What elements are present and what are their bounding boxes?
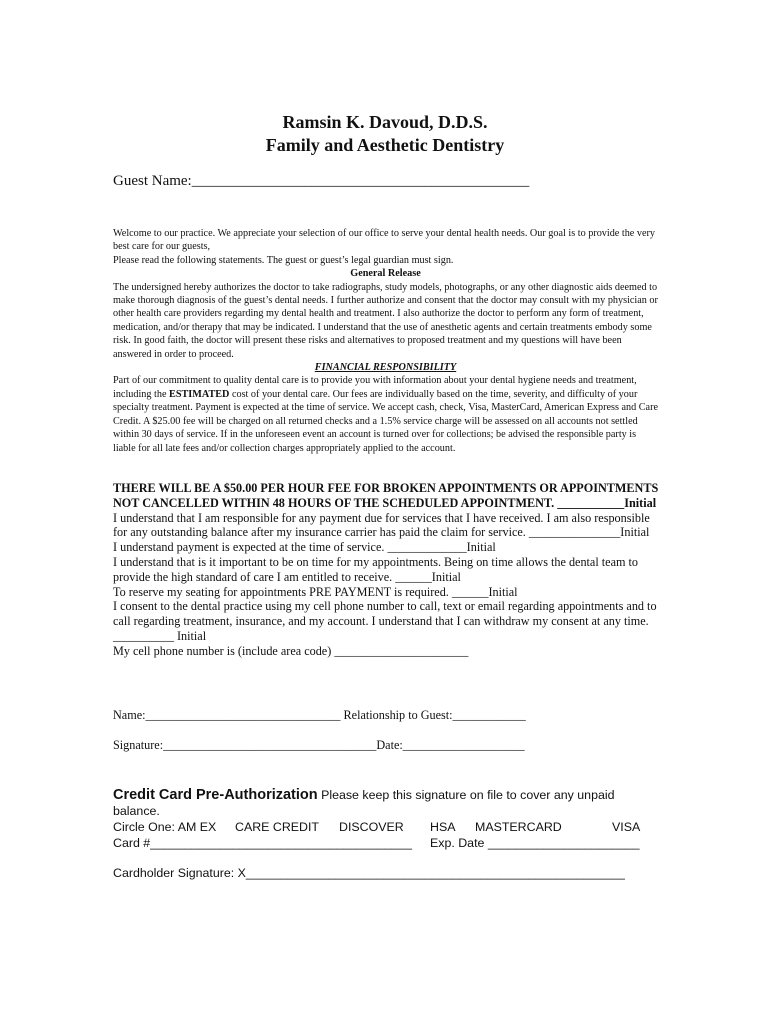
option-mastercard[interactable]: MASTERCARD — [475, 820, 562, 834]
statement-responsible-payment[interactable]: I understand that I am responsible for any payment due for services that I have received. I am also responsible for any outstanding balance after my insurance carrier has paid the claim for service. _______________Initial — [113, 510, 650, 540]
practice-name: Family and Aesthetic Dentistry — [265, 135, 505, 155]
cardholder-signature-field[interactable]: Cardholder Signature: X_______________________________________________________ — [113, 866, 625, 880]
card-number-row — [113, 836, 673, 852]
acknowledgements-block — [113, 481, 661, 659]
statement-payment-at-service[interactable]: I understand payment is expected at the time of service. _____________Initial — [113, 540, 496, 555]
credit-card-header — [113, 788, 658, 819]
broken-appointment-notice[interactable]: THERE WILL BE A $50.00 PER HOUR FEE FOR BROKEN APPOINTMENTS OR APPOINTMENTS NOT CANCELLED WITHIN 48 HOURS OF THE SCHEDULED APPOINTMENT. ___________Initial — [113, 481, 659, 510]
card-type-row — [113, 820, 673, 836]
option-hsa[interactable]: HSA — [430, 820, 456, 834]
estimated-emphasis: ESTIMATED — [169, 388, 230, 400]
card-number-field[interactable]: Card #______________________________________ — [113, 836, 413, 850]
intro-text: Welcome to our practice. We appreciate your selection of our office to serve your dental health needs. Our goal is to provide the very best care for our guests, — [113, 228, 655, 253]
name-relationship-field[interactable]: Name:________________________________ Relationship to Guest:____________ — [113, 708, 526, 722]
statement-cell-consent[interactable]: I consent to the dental practice using my cell phone number to call, text or email regarding appointments and to call regarding treatment, insurance, and my account. I understand that I can withdraw my consent at any time. __________ Initial — [113, 599, 657, 643]
credit-card-note: Please keep this signature on file to cover any unpaid balance. — [113, 788, 615, 818]
financial-text — [113, 374, 658, 454]
general-release-text: The undersigned hereby authorizes the doctor to take radiographs, study models, photographs, or any other diagnostic aids deemed to make thorough diagnosis of the guest’s dental needs. I further authorize and consent that the doctor may consult with my physician or other health care providers regarding my dental health and treatment. I also authorize the doctor to perform any form of treatment, medication, and/or therapy that may be indicated. I understand that the use of anesthetic agents and certain treatments embody some risk. In good faith, the doctor will present these risks and alternatives to proposed treatment and my questions will have been answered in order to proceed. — [113, 281, 658, 360]
guest-name-field[interactable]: Guest Name:_____________________________________________ — [113, 173, 530, 189]
credit-card-section — [113, 788, 658, 819]
statement-prepayment[interactable]: To reserve my seating for appointments PRE PAYMENT is required. ______Initial — [113, 584, 518, 599]
cell-phone-field[interactable]: My cell phone number is (include area code) ______________________ — [113, 643, 469, 658]
option-discover[interactable]: DISCOVER — [339, 820, 404, 834]
statement-on-time[interactable]: I understand that is it important to be on time for my appointments. Being on time allows the dental team to provide the high standard of care I am entitled to receive. ______Initial — [113, 554, 638, 584]
credit-card-heading: Credit Card Pre-Authorization — [113, 787, 318, 803]
expiration-date-field[interactable]: Exp. Date ______________________ — [430, 836, 640, 850]
financial-responsibility-heading: FINANCIAL RESPONSIBILITY — [314, 362, 457, 374]
financial-text-part2: cost of your dental care. Our fees are individually based on the time, severity, and difficulty of your specialty treatment. Payment is expected at the time of service. We accept cash, check, Visa, MasterCard, American Express and Care Credit. A $25.00 fee will be charged on all returned checks and a 1.5% service charge will be assessed on all accounts not settled within 30 days of service. If in the unforeseen event an account is turned over for collections; be advised the responsible party is liable for all late fees and/or collection charges appropriately applied to the account. — [113, 388, 658, 454]
terms-block — [113, 227, 658, 455]
financial-text-part1: Part of our commitment to quality dental care is to provide you with information about your dental hygiene needs and treatment, including the — [113, 375, 637, 400]
option-care-credit[interactable]: CARE CREDIT — [235, 820, 319, 834]
circle-one-label: Circle One: AM EX — [113, 820, 217, 834]
signature-date-field[interactable]: Signature:___________________________________Date:____________________ — [113, 738, 525, 752]
doctor-name: Ramsin K. Davoud, D.D.S. — [282, 112, 488, 132]
general-release-heading: General Release — [350, 268, 421, 280]
option-visa[interactable]: VISA — [612, 820, 641, 834]
intro-instruction: Please read the following statements. The guest or guest’s legal guardian must sign. — [113, 254, 454, 266]
